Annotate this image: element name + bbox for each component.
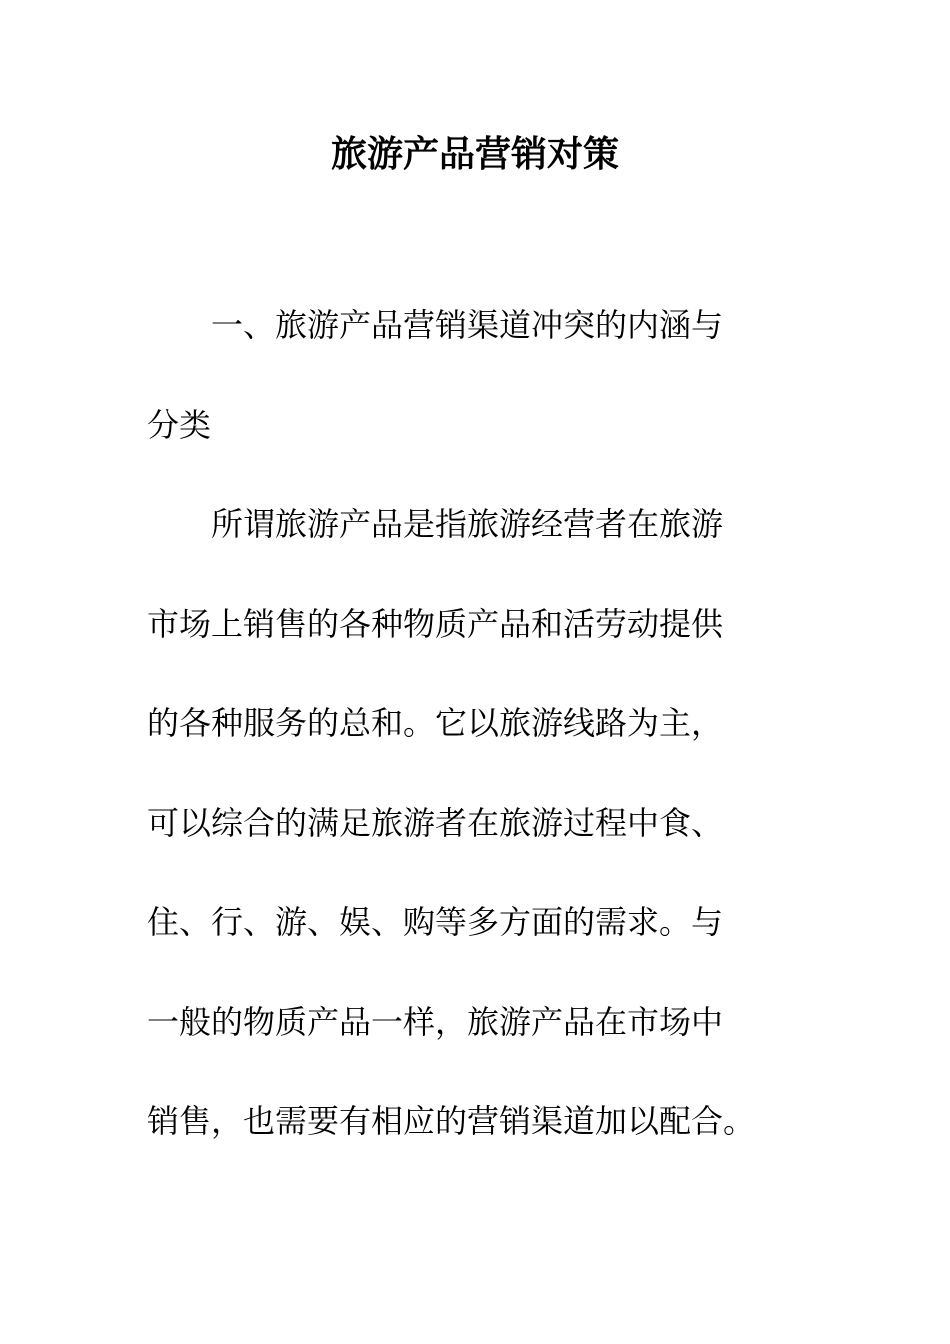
paragraph-line-3: 的各种服务的总和。它以旅游线路为主，	[147, 704, 724, 742]
paragraph-line-4: 可以综合的满足旅游者在旅游过程中食、	[147, 804, 724, 842]
paragraph-line-2: 市场上销售的各种物质产品和活劳动提供	[147, 605, 724, 643]
paragraph-line-6: 一般的物质产品一样，旅游产品在市场中	[147, 1003, 724, 1041]
section-heading-line-2: 分类	[147, 406, 212, 444]
paragraph-line-7: 销售，也需要有相应的营销渠道加以配合。	[147, 1102, 756, 1140]
section-heading-line-1: 一、旅游产品营销渠道冲突的内涵与	[147, 306, 724, 344]
paragraph-line-5: 住、行、游、娱、购等多方面的需求。与	[147, 903, 724, 941]
paragraph-line-1: 所谓旅游产品是指旅游经营者在旅游	[147, 505, 724, 543]
document-title: 旅游产品营销对策	[330, 133, 619, 175]
